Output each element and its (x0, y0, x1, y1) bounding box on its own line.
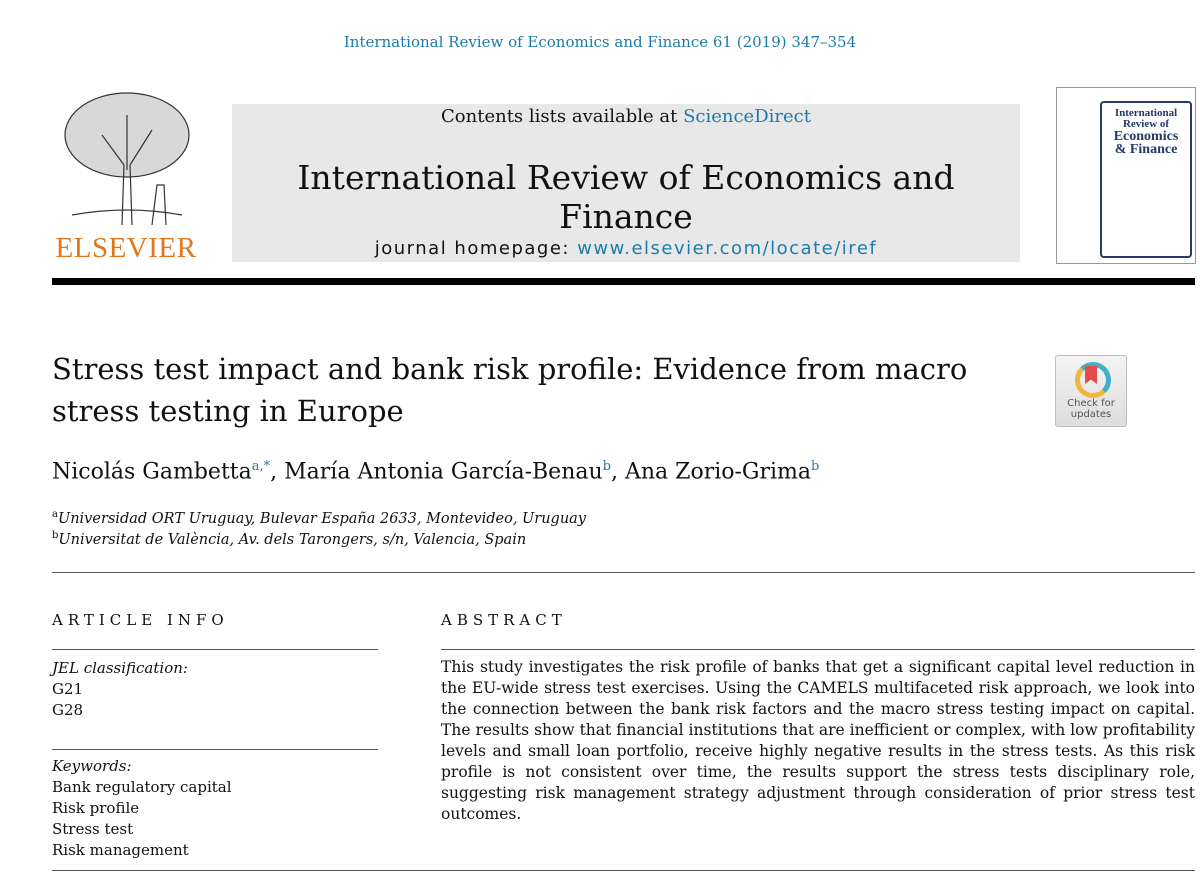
keywords-section (52, 756, 232, 861)
contents-line (232, 106, 1020, 127)
journal-cover[interactable] (1056, 87, 1196, 264)
article-info-heading: ARTICLE INFO (52, 611, 229, 629)
author-affiliation-mark[interactable]: b (811, 459, 820, 474)
divider (441, 649, 1195, 650)
journal-title: International Review of Economics and Finance (297, 158, 955, 236)
check-for-updates-label: Check for updates (1067, 398, 1115, 420)
journal-citation[interactable]: International Review of Economics and Finance 61 (2019) 347–354 (343, 33, 857, 51)
tree-icon (52, 85, 202, 225)
jel-code: G28 (52, 701, 84, 719)
author-affiliation-mark[interactable]: a,* (251, 459, 271, 474)
keyword: Bank regulatory capital (52, 778, 232, 796)
publisher-name: ELSEVIER (55, 232, 197, 264)
divider (52, 649, 378, 650)
abstract-heading: ABSTRACT (441, 611, 567, 629)
author-affiliation-mark[interactable]: b (602, 459, 611, 474)
cover-frame (1100, 101, 1192, 258)
sciencedirect-link[interactable]: ScienceDirect (683, 106, 811, 127)
jel-code: G21 (52, 680, 84, 698)
check-for-updates-button[interactable] (1055, 355, 1127, 427)
homepage-label: journal homepage: (374, 238, 578, 259)
keyword: Risk management (52, 841, 189, 859)
author-name[interactable]: Ana Zorio-Grima (625, 459, 812, 485)
author-list: Nicolás Gambetta$^{a,*}$, María Antonia García-Benau$^b$, Ana Zorio-Grima$^b$ (52, 459, 820, 485)
divider (52, 870, 1195, 871)
journal-banner (232, 104, 1020, 262)
homepage-line (232, 238, 1020, 259)
divider (52, 749, 378, 750)
author-name[interactable]: Nicolás Gambetta (52, 459, 252, 485)
elsevier-logo (52, 85, 202, 265)
keywords-label: Keywords: (52, 757, 132, 775)
author-name[interactable]: María Antonia García-Benau (284, 459, 603, 485)
keyword: Risk profile (52, 799, 140, 817)
cover-title: International Review of Economics & Finance (1113, 107, 1179, 157)
jel-section (52, 658, 188, 721)
affiliation: $^a$Universidad ORT Uruguay, Bulevar España 2633, Montevideo, Uruguay (52, 509, 587, 527)
article-title: Stress test impact and bank risk profile: Evidence from macro stress testing in Europe (52, 352, 968, 428)
affiliation: $^b$Universitat de València, Av. dels Tarongers, s/n, Valencia, Spain (52, 530, 527, 548)
homepage-link[interactable]: www.elsevier.com/locate/iref (577, 238, 878, 259)
abstract-text: This study investigates the risk profile of banks that get a significant capital level reduction in the EU-wide stress test exercises. Using the CAMELS multifaceted risk approach, we look into the connection between the bank risk factors and the macro stress testing impact on capital. The results show that financial institutions that are inefficient or complex, with low profitability levels and small loan portfolio, receive highly negative results in the stress tests. As this risk profile is not consistent over time, the results support the stress tests disciplinary role, suggesting risk management strategy adjustment through consideration of prior stress test outcomes. (441, 658, 1195, 823)
contents-label: Contents lists available at (441, 106, 684, 127)
jel-label: JEL classification: (52, 659, 188, 677)
keyword: Stress test (52, 820, 134, 838)
divider (52, 572, 1195, 573)
header-rule (52, 278, 1195, 285)
